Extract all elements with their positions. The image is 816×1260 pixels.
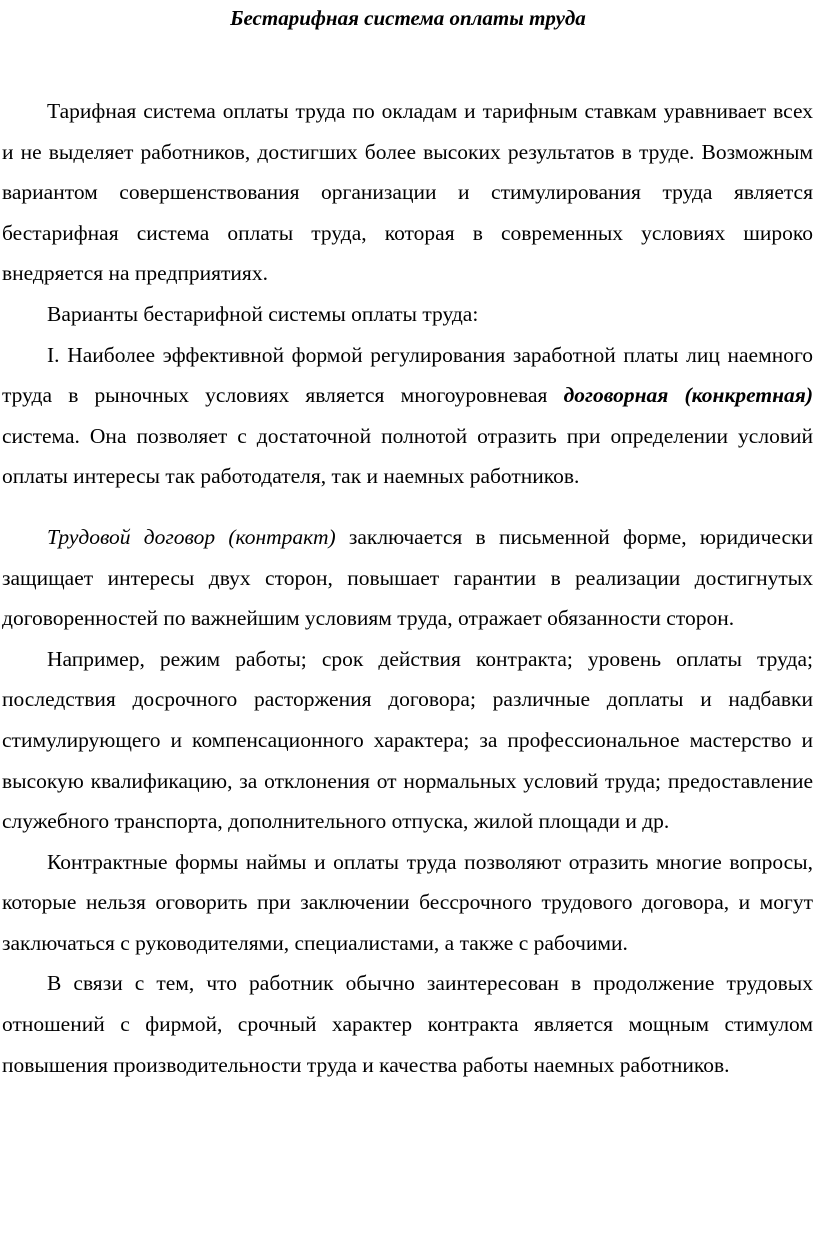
paragraph-productivity: В связи с тем, что работник обычно заинтересован в продолжение трудовых отношений с фирмой, срочный характер контракта является мощным стимулом повышения производительности труда и качества работы наемных работников. bbox=[2, 971, 813, 1077]
document-title: Бестарифная система оплаты труда bbox=[230, 6, 586, 30]
paragraph-text: Наиболее эффективной формой регулирования заработной платы лиц наемного труда в рыночных условиях является многоуровневая bbox=[2, 342, 813, 408]
paragraph-variants-intro: Варианты бестарифной системы оплаты труда: bbox=[47, 301, 479, 326]
paragraph-tariff-system: Тарифная система оплаты труда по окладам и тарифным ставкам уравнивает всех и не выделяет работников, достигших более высоких результатов в труде. Возможным вариантом совершенствования организации и стимулирования труда является бестарифная система оплаты труда, которая в современных условиях широко внедряется на предприятиях. bbox=[2, 99, 813, 286]
emphasis-term: договорная (конкретная) bbox=[563, 383, 813, 408]
paragraph-contract-system bbox=[2, 335, 813, 497]
paragraph-text: система. Она позволяет с достаточной полнотой отразить при определении условий оплаты интересы так работодателя, так и наемных работников. bbox=[2, 423, 813, 489]
list-marker: I. bbox=[47, 342, 60, 367]
paragraph-examples: Например, режим работы; срок действия контракта; уровень оплаты труда; последствия досрочного расторжения договора; различные доплаты и надбавки стимулирующего и компенсационного характера; за профессиональное мастерство и высокую квалификацию, за отклонения от нормальных условий труда; предоставление служебного транспорта, дополнительного отпуска, жилой площади и др. bbox=[2, 646, 813, 834]
document-body bbox=[2, 91, 813, 1085]
paragraph-labor-contract bbox=[2, 517, 813, 639]
paragraph-text: заключается в письменной форме, юридически защищает интересы двух сторон, повышает гарантии в реализации достигнутых договоренностей по важнейшим условиям труда, отражает обязанности сторон. bbox=[2, 524, 813, 631]
paragraph-contract-forms: Контрактные формы наймы и оплаты труда позволяют отразить многие вопросы, которые нельзя оговорить при заключении бессрочного трудового договора, и могут заключаться с руководителями, специалистами, а также с рабочими. bbox=[2, 849, 813, 955]
emphasis-term: Трудовой договор (контракт) bbox=[47, 524, 336, 549]
